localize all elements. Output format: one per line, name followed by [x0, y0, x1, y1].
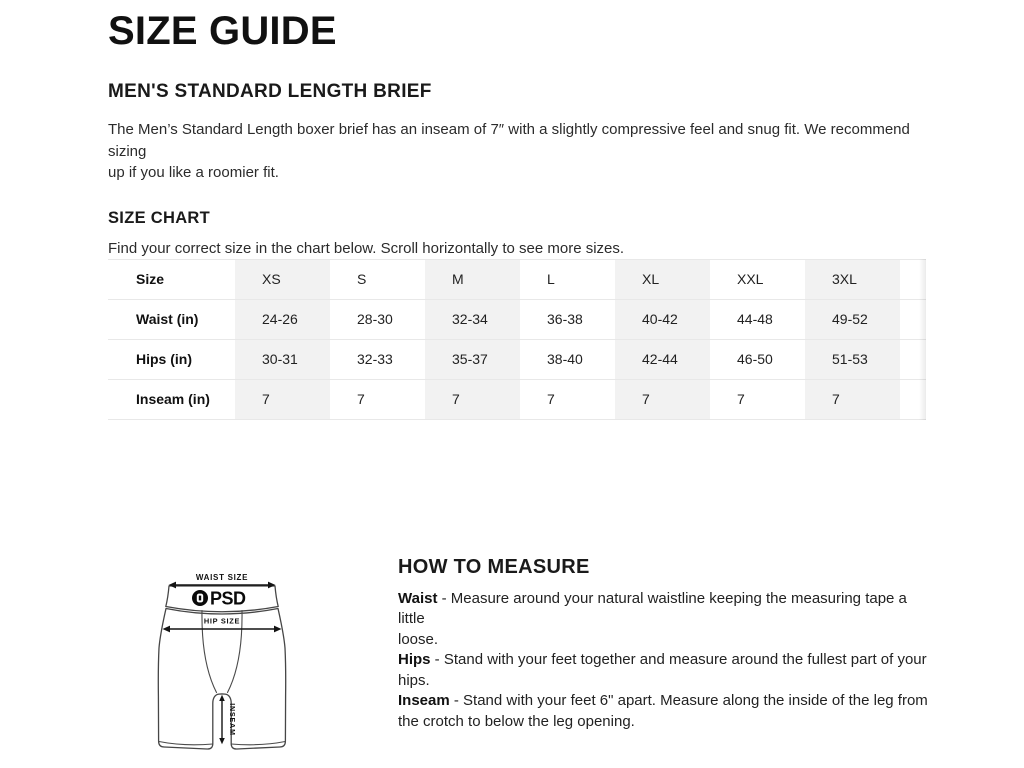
header-cell-3xl: 3XL: [805, 259, 900, 299]
measure-item-hips-line1: [398, 650, 928, 671]
hip-size-label: HIP SIZE: [203, 616, 241, 625]
description-line: up if you like a roomier fit.: [108, 164, 279, 181]
table-row-waist: [108, 299, 926, 339]
product-name-heading: MEN'S STANDARD LENGTH BRIEF: [108, 81, 432, 102]
row-label-waist: Waist (in): [136, 311, 199, 327]
product-description: [108, 119, 928, 184]
hips-value: 46-50: [737, 351, 773, 367]
psd-logo: [192, 588, 246, 608]
waist-value: 44-48: [737, 311, 773, 327]
hips-value: 38-40: [547, 351, 583, 367]
table-row-hips: [108, 339, 926, 379]
measure-item-waist-line2: loose.: [398, 630, 439, 648]
waist-value: 24-26: [235, 299, 330, 339]
row-label-hips: Hips (in): [136, 351, 192, 367]
header-cell-m: M: [425, 259, 520, 299]
psd-logo-text: PSD: [210, 588, 246, 608]
measure-item-waist-line1: [398, 589, 928, 630]
header-cell-size: Size: [136, 271, 165, 287]
brief-measurement-diagram: [146, 555, 378, 755]
how-to-measure-text: [398, 589, 928, 733]
measure-text-inseam: - Stand with your feet 6" apart. Measure along the inside of the leg from: [449, 692, 928, 709]
row-label-inseam: Inseam (in): [136, 391, 210, 407]
hips-value: 32-33: [357, 351, 393, 367]
measure-item-inseam-line2: the crotch to below the leg opening.: [398, 712, 635, 730]
measure-term-hips: Hips: [398, 651, 431, 668]
hips-value: 30-31: [235, 339, 330, 379]
waist-value: 28-30: [357, 311, 393, 327]
size-chart-scroll-container[interactable]: [108, 259, 926, 420]
waist-value-partial: [900, 299, 926, 339]
measure-text-waist: - Measure around your natural waistline keeping the measuring tape a little: [398, 589, 907, 627]
header-cell-xs: XS: [235, 259, 330, 299]
measure-term-inseam: Inseam: [398, 692, 450, 709]
inseam-value: 7: [235, 379, 330, 419]
header-cell-l: L: [547, 271, 555, 287]
description-line: The Men’s Standard Length boxer brief has an inseam of 7″ with a slightly compressive feel and snug fit. We recommend sizing: [108, 121, 910, 160]
inseam-value: 7: [805, 379, 900, 419]
header-cell-xl: XL: [615, 259, 710, 299]
inseam-value-partial: [900, 379, 926, 419]
inseam-value: 7: [425, 379, 520, 419]
measure-section: [108, 555, 928, 755]
waist-value: 49-52: [805, 299, 900, 339]
hips-value: 42-44: [615, 339, 710, 379]
table-row-inseam: [108, 379, 926, 419]
page-title: SIZE GUIDE: [108, 9, 337, 53]
size-chart-heading: SIZE CHART: [108, 208, 210, 227]
measure-item-hips-line2: hips.: [398, 671, 430, 689]
measure-item-inseam-line1: [398, 691, 928, 712]
waist-size-label: WAIST SIZE: [195, 572, 249, 582]
size-chart-table: [108, 259, 926, 420]
hips-value: 35-37: [425, 339, 520, 379]
waist-value: 36-38: [547, 311, 583, 327]
waist-value: 32-34: [425, 299, 520, 339]
inseam-value: 7: [615, 379, 710, 419]
how-to-measure-column: [398, 555, 928, 733]
inseam-label: INSEAM: [228, 702, 235, 736]
waist-value: 40-42: [615, 299, 710, 339]
measure-text-hips: - Stand with your feet together and measure around the fullest part of your: [430, 651, 927, 668]
header-cell-xxl: XXL: [737, 271, 764, 287]
header-cell-partial: [900, 259, 926, 299]
inseam-value: 7: [737, 391, 745, 407]
hips-value-partial: [900, 339, 926, 379]
header-cell-s: S: [357, 271, 367, 287]
table-header-row: [108, 259, 926, 299]
hips-value: 51-53: [805, 339, 900, 379]
inseam-value: 7: [547, 391, 555, 407]
how-to-measure-heading: HOW TO MEASURE: [398, 555, 590, 578]
inseam-value: 7: [357, 391, 365, 407]
size-chart-hint: Find your correct size in the chart below. Scroll horizontally to see more sizes.: [108, 239, 625, 257]
measure-term-waist: Waist: [398, 589, 438, 607]
